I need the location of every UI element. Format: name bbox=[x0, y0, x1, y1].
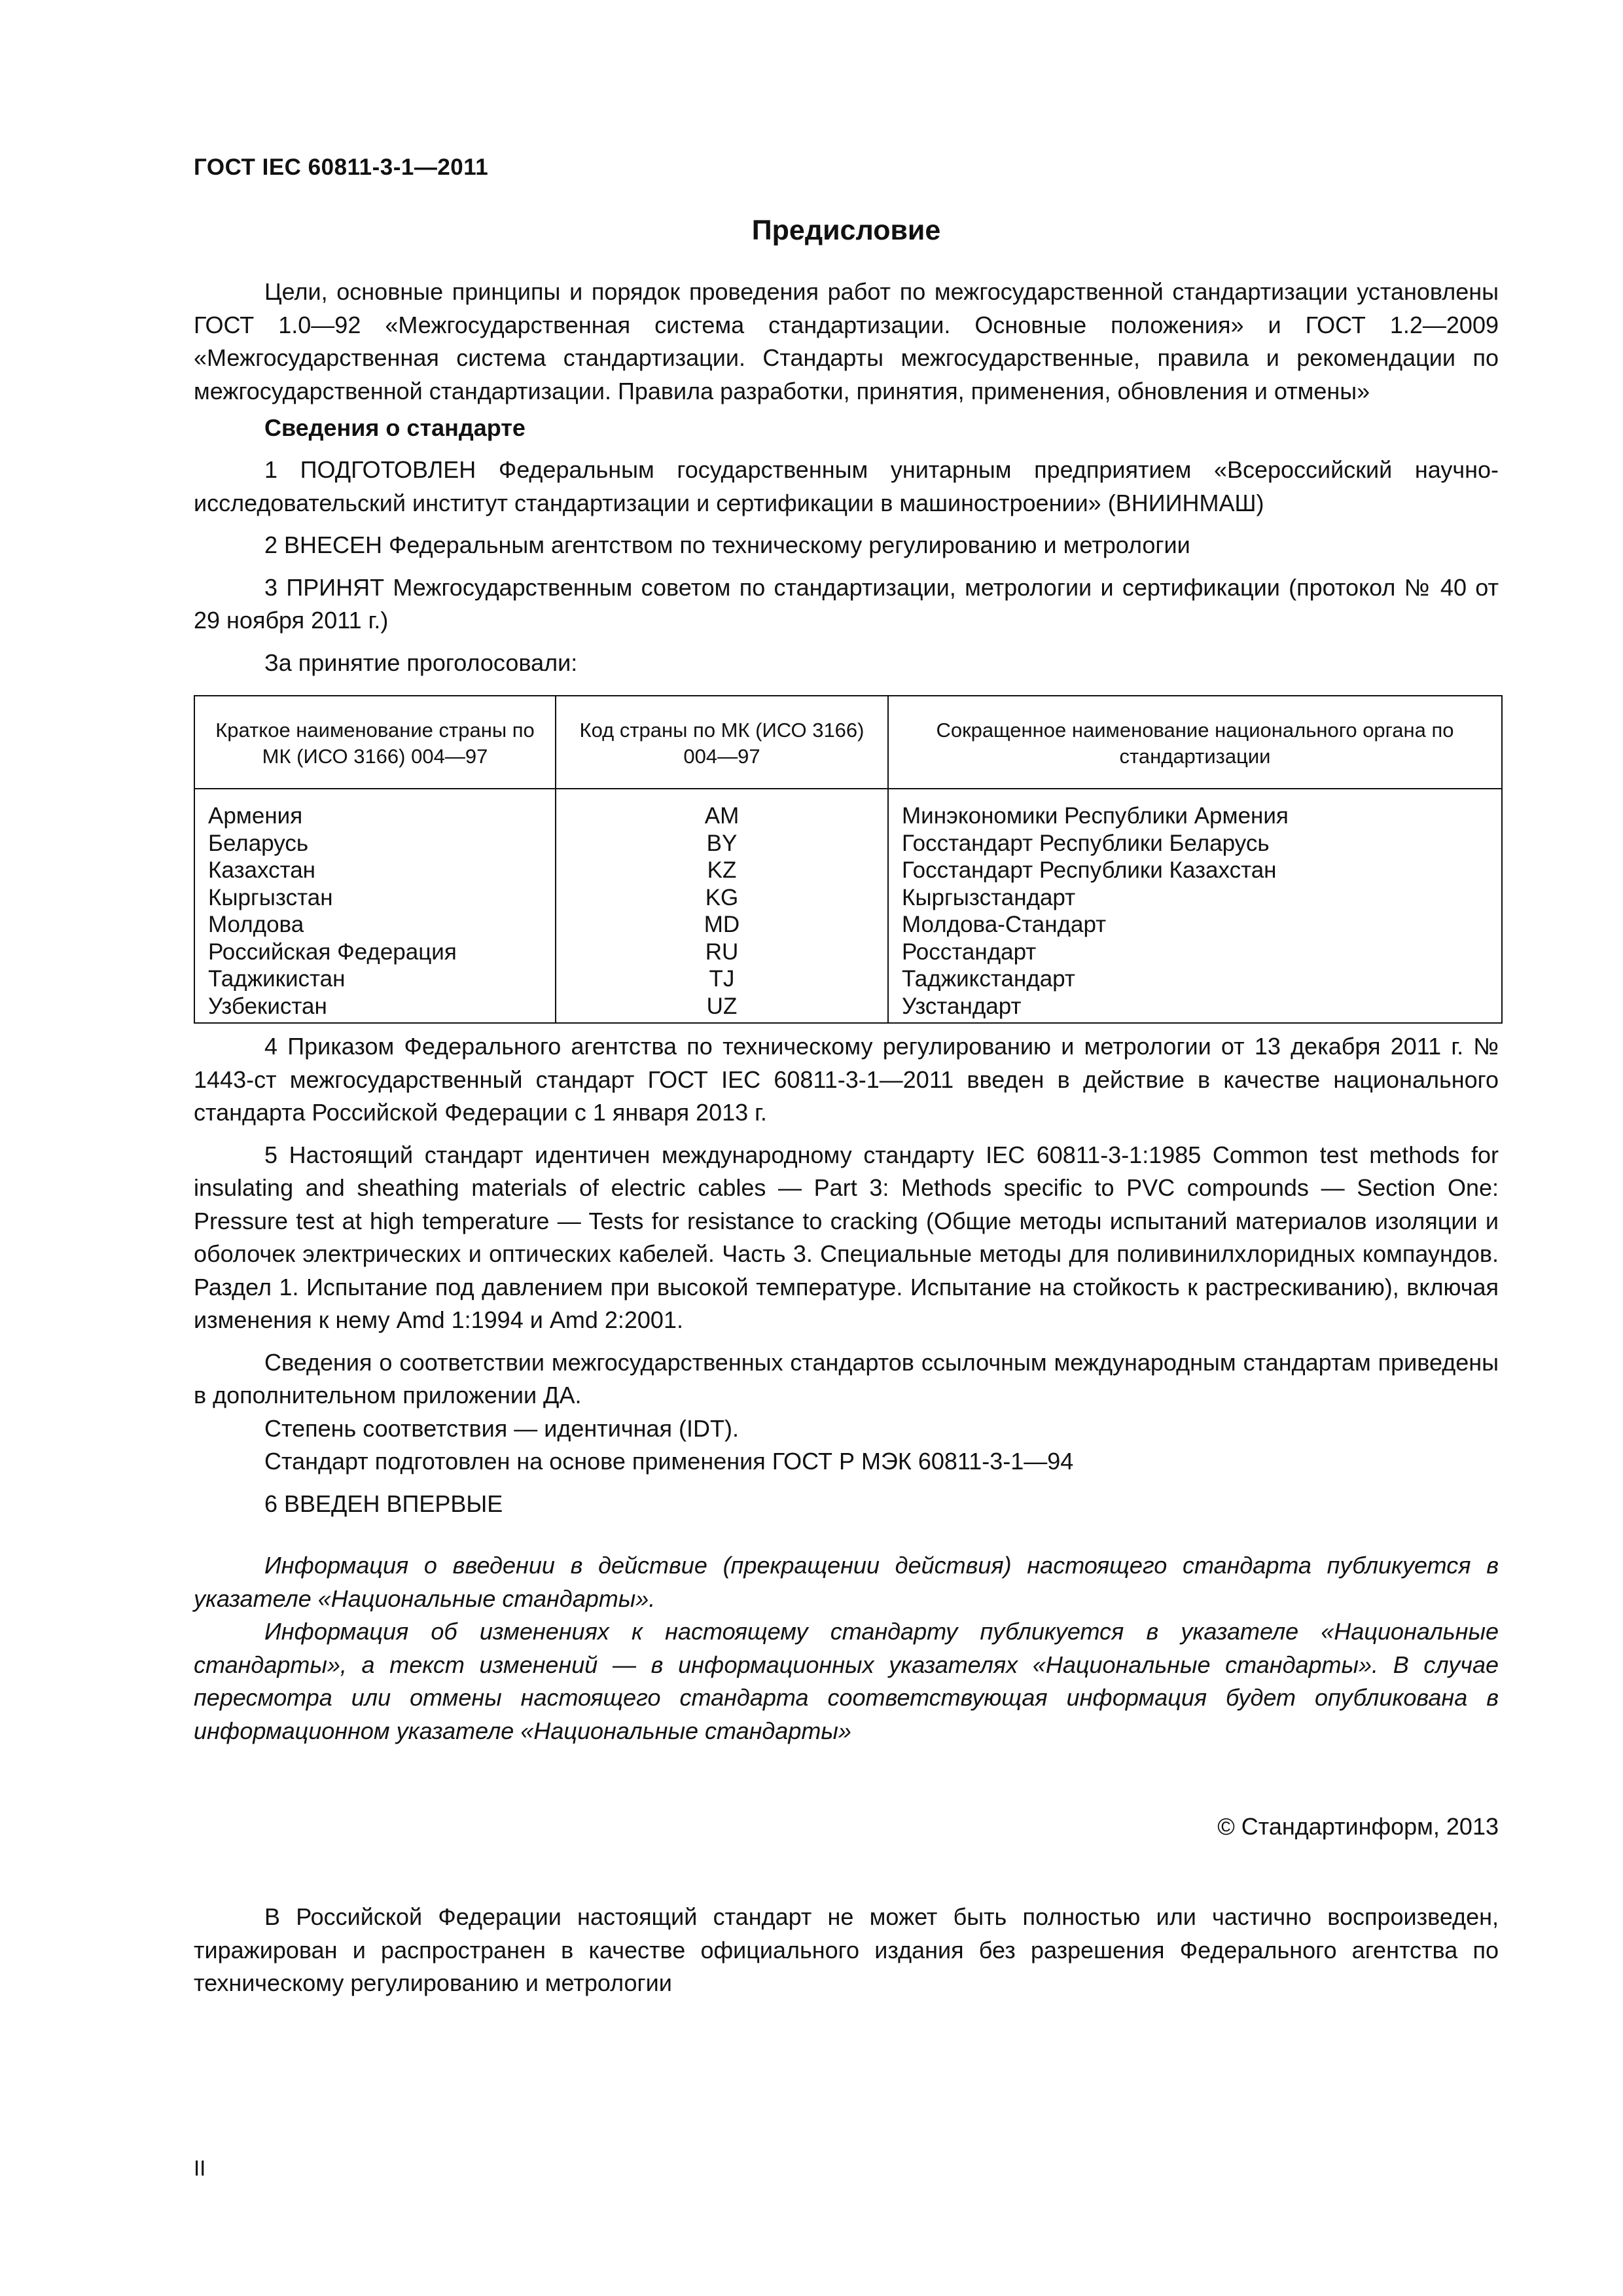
agency-cell: Таджикстандарт bbox=[888, 965, 1502, 993]
item-3: 3 ПРИНЯТ Межгосударственным советом по стандартизации, метрологии и сертификации (протокол № 40 от 29 ноября 2011 г.) bbox=[194, 573, 1499, 634]
item-5-references: Сведения о соответствии межгосударственных стандартов ссылочным международным стандартам приведены в дополнительном приложении ДА. bbox=[194, 1348, 1499, 1408]
agency-cell: Кыргызстандарт bbox=[888, 884, 1502, 912]
code-cell: RU bbox=[556, 939, 888, 966]
table-row bbox=[194, 789, 1502, 830]
agency-cell: Минэкономики Республики Армения bbox=[888, 789, 1502, 830]
countries-table bbox=[194, 695, 1503, 1024]
document-header: ГОСТ IEC 60811-3-1—2011 bbox=[194, 154, 489, 180]
item-5: 5 Настоящий стандарт идентичен международному стандарту IEC 60811-3-1:1985 Common test methods for insulating and sheathing materials of electric cables — Part 3: Methods specific to PVC compounds — Section One: Pressure test at high temperature — Tests for resistance to cracking (Общие методы испытаний материалов изоляции и оболочек электрических и оптических кабелей. Часть 3. Специальные методы для поливинилхлоридных компаундов. Раздел 1. Испытание под давлением при высокой температуре. Испытание на стойкость к растрескиванию), включая изменения к нему Amd 1:1994 и Amd 2:2001. bbox=[194, 1141, 1499, 1333]
info-paragraph-1: Информация о введении в действие (прекращении действия) настоящего стандарта публикуется в указателе «Национальные стандарты». bbox=[194, 1552, 1499, 1612]
code-cell: BY bbox=[556, 830, 888, 857]
section-title: Сведения о стандарте bbox=[264, 414, 526, 441]
agency-cell: Росстандарт bbox=[888, 939, 1502, 966]
page-number: II bbox=[194, 2156, 206, 2180]
table-row bbox=[194, 939, 1502, 966]
country-cell: Таджикистан bbox=[194, 965, 556, 993]
column-header-country: Краткое наименование страны по МК (ИСО 3166) 004—97 bbox=[194, 696, 556, 789]
table-row bbox=[194, 830, 1502, 857]
copyright: © Стандартинформ, 2013 bbox=[1217, 1813, 1499, 1840]
item-5-basis: Стандарт подготовлен на основе применения ГОСТ Р МЭК 60811-3-1—94 bbox=[264, 1448, 1074, 1475]
document-page bbox=[194, 154, 1499, 2000]
country-cell: Казахстан bbox=[194, 857, 556, 884]
country-cell: Российская Федерация bbox=[194, 939, 556, 966]
country-cell: Кыргызстан bbox=[194, 884, 556, 912]
voted-label: За принятие проголосовали: bbox=[264, 649, 578, 676]
item-6: 6 ВВЕДЕН ВПЕРВЫЕ bbox=[264, 1490, 503, 1517]
table-row bbox=[194, 911, 1502, 939]
country-cell: Беларусь bbox=[194, 830, 556, 857]
table-row bbox=[194, 965, 1502, 993]
code-cell: AM bbox=[556, 789, 888, 830]
table-header-row bbox=[194, 696, 1502, 789]
item-2: 2 ВНЕСЕН Федеральным агентством по техническому регулированию и метрологии bbox=[264, 531, 1190, 558]
info-block bbox=[194, 1549, 1499, 1748]
item-1: 1 ПОДГОТОВЛЕН Федеральным государственным унитарным предприятием «Всероссийский научно-исследовательский институт стандартизации и сертификации в машиностроении» (ВНИИНМАШ) bbox=[194, 456, 1499, 516]
code-cell: TJ bbox=[556, 965, 888, 993]
info-paragraph-2: Информация об изменениях к настоящему стандарту публикуется в указателе «Национальные стандарты», а текст изменений — в информационных указателях «Национальные стандарты». В случае пересмотра или отмены настоящего стандарта соответствующая информация будет опубликована в информационном указателе «Национальные стандарты» bbox=[194, 1618, 1499, 1744]
agency-cell: Госстандарт Республики Беларусь bbox=[888, 830, 1502, 857]
code-cell: MD bbox=[556, 911, 888, 939]
legal-notice: В Российской Федерации настоящий стандарт не может быть полностью или частично воспроизведен, тиражирован и распространен в качестве официального издания без разрешения Федерального агентства по техническому регулированию и метрологии bbox=[194, 1903, 1499, 1996]
item-4: 4 Приказом Федерального агентства по техническому регулированию и метрологии от 13 декабря 2011 г. № 1443-ст межгосударственный стандарт ГОСТ IEC 60811-3-1—2011 введен в действие в качестве национального стандарта Российской Федерации с 1 января 2013 г. bbox=[194, 1033, 1499, 1126]
agency-cell: Узстандарт bbox=[888, 993, 1502, 1024]
country-cell: Узбекистан bbox=[194, 993, 556, 1024]
column-header-code: Код страны по МК (ИСО 3166) 004—97 bbox=[556, 696, 888, 789]
column-header-agency: Сокращенное наименование национального органа по стандартизации bbox=[888, 696, 1502, 789]
country-cell: Молдова bbox=[194, 911, 556, 939]
page-title: Предисловие bbox=[751, 215, 941, 246]
table-row bbox=[194, 993, 1502, 1024]
intro-paragraph: Цели, основные принципы и порядок проведения работ по межгосударственной стандартизации установлены ГОСТ 1.0—92 «Межгосударственная система стандартизации. Основные положения» и ГОСТ 1.2—2009 «Межгосударственная система стандартизации. Стандарты межгосударственные, правила и рекомендации по межгосударственной стандартизации. Правила разработки, принятия, применения, обновления и отмены» bbox=[194, 278, 1499, 404]
item-5-conformity: Степень соответствия — идентичная (IDT). bbox=[264, 1414, 739, 1442]
agency-cell: Молдова-Стандарт bbox=[888, 911, 1502, 939]
country-cell: Армения bbox=[194, 789, 556, 830]
code-cell: KG bbox=[556, 884, 888, 912]
agency-cell: Госстандарт Республики Казахстан bbox=[888, 857, 1502, 884]
table-row bbox=[194, 857, 1502, 884]
code-cell: KZ bbox=[556, 857, 888, 884]
table-row bbox=[194, 884, 1502, 912]
code-cell: UZ bbox=[556, 993, 888, 1024]
